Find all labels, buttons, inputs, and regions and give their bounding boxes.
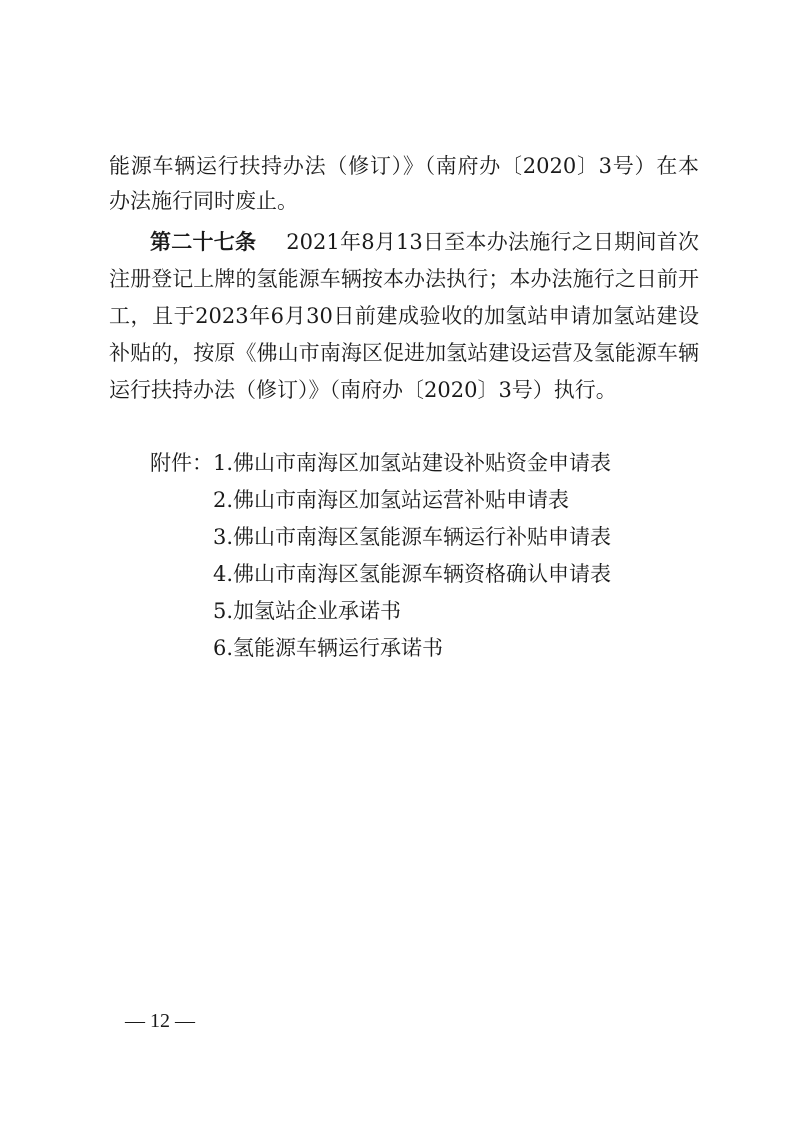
attachment-item: 5.加氢站企业承诺书 — [213, 599, 402, 623]
paragraph-line: 补贴的，按原《佛山市南海区促进加氢站建设运营及氢能源车辆 — [109, 341, 699, 365]
article-27-first-line — [150, 227, 699, 257]
attachment-item: 6.氢能源车辆运行承诺书 — [213, 636, 444, 660]
article-heading: 第二十七条 — [150, 229, 257, 254]
page-number: — 12 — — [125, 1010, 195, 1032]
paragraph-line: 运行扶持办法（修订）》（南府办〔2020〕3号）执行。 — [109, 378, 617, 402]
attachment-item: 1.佛山市南海区加氢站建设补贴资金申请表 — [213, 451, 612, 475]
paragraph-line: 注册登记上牌的氢能源车辆按本办法执行；本办法施行之日前开 — [109, 267, 699, 291]
attachment-item: 4.佛山市南海区氢能源车辆资格确认申请表 — [213, 562, 612, 586]
paragraph-line: 工，且于2023年6月30日前建成验收的加氢站申请加氢站建设 — [109, 304, 699, 328]
attachment-item: 3.佛山市南海区氢能源车辆运行补贴申请表 — [213, 525, 612, 549]
attachment-item: 2.佛山市南海区加氢站运营补贴申请表 — [213, 488, 570, 512]
paragraph-line: 办法施行同时废止。 — [109, 189, 298, 213]
attachments-label: 附件： — [150, 451, 213, 475]
article-text: 2021年8月13日至本办法施行之日期间首次 — [286, 230, 700, 254]
paragraph-line: 能源车辆运行扶持办法（修订）》（南府办〔2020〕3号）在本 — [109, 154, 699, 178]
